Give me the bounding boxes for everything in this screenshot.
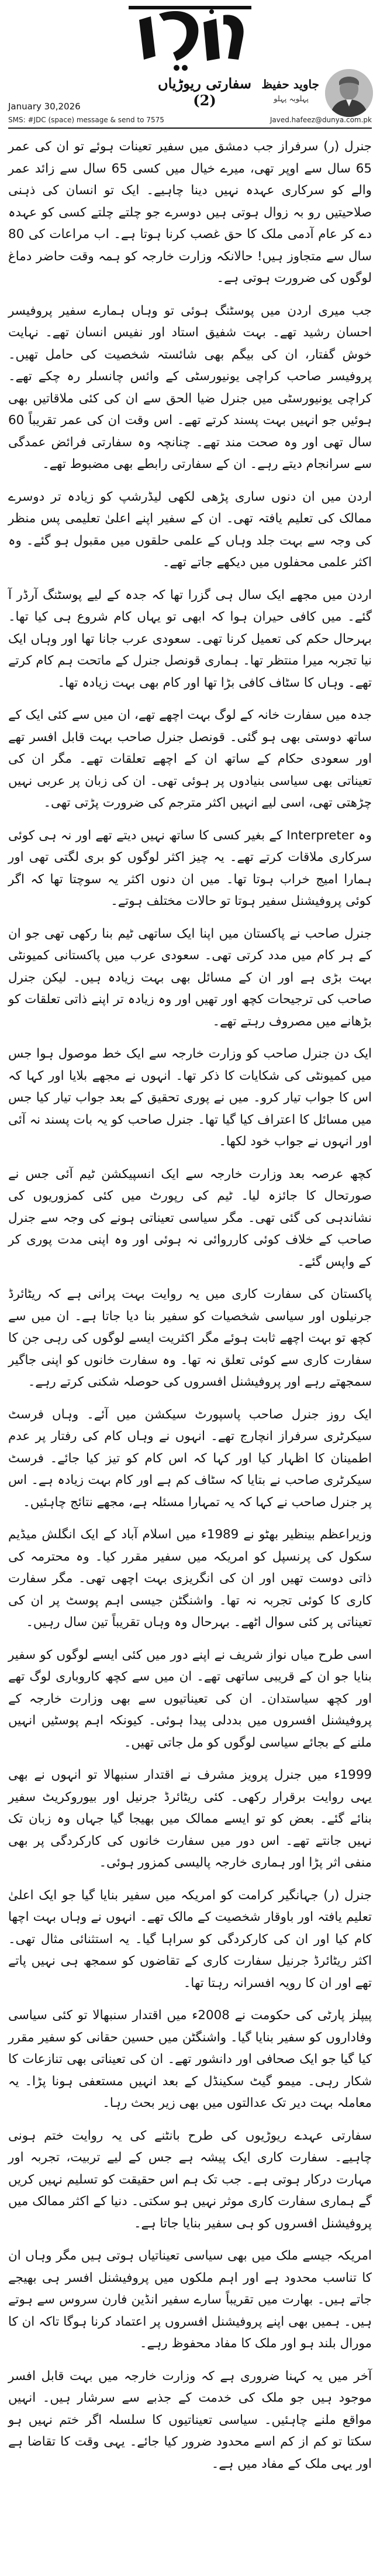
author-column-tag: پہلوبہ پہلو	[274, 95, 309, 104]
author-photo	[325, 69, 373, 117]
article-paragraph: جدہ میں سفارت خانہ کے لوگ بہت اچھے تھے، ان میں سے کئی ایک کے ساتھ دوستی بھی ہو گئی۔ قونصل جنرل صاحب بہت قابل افسر تھے اور سعودی حکام کے ساتھ ان کے اچھے تعلقات تھے۔ مگر ان کی تعیناتی بھی سیاسی بنیادوں پر ہوئی تھی۔ ان کی زبان پر عربی نہیں چڑھتی تھی، اسی لیے انہیں اکثر مترجم کی ضرورت پڑتی تھی۔	[8, 708, 372, 810]
article-paragraph: 1999ء میں جنرل پرویز مشرف نے اقتدار سنبھالا تو انہوں نے بھی یہی روایت برقرار رکھی۔ کئی ریٹائرڈ جرنیل اور بیوروکریٹ سفیر بنائے گئے۔ بعض کو تو ایسے ممالک میں بھیجا گیا جہاں وہ زبان تک نہیں جانتے تھے۔ اس دور میں سفارت خانوں کی کارکردگی پر بھی منفی اثر پڑا اور ہماری خارجہ پالیسی کمزور ہوئی۔	[8, 1768, 372, 1870]
article-paragraph: وزیراعظم بینظیر بھٹو نے 1989ء میں اسلام آباد کے ایک انگلش میڈیم سکول کی پرنسپل کو امریکہ میں سفیر مقرر کیا۔ وہ محترمہ کی ذاتی دوست تھیں اور ان کی انگریزی بہت اچھی تھی۔ مگر سفارت کاری کا کوئی تجربہ نہ تھا۔ واشنگٹن جیسی اہم پوسٹ پر ان کی تعیناتی پر کئی سوال اٹھے۔ بہرحال وہ وہاں تقریباً تین سال رہیں۔	[8, 1527, 372, 1630]
article-paragraph: ایک روز جنرل صاحب پاسپورٹ سیکشن میں آئے۔ وہاں فرسٹ سیکرٹری سرفراز انچارج تھے۔ انہوں نے وہاں کام کی رفتار پر عدم اطمینان کا اظہار کیا اور کہا کہ اس کام کو تیز کیا جائے۔ فرسٹ سیکرٹری صاحب نے بتایا کہ سٹاف کم ہے اور کام بہت زیادہ ہے۔ اس پر جنرل صاحب نے کہا کہ یہ تمہارا مسئلہ ہے، مجھے نتائج چاہئیں۔	[8, 1407, 372, 1510]
masthead	[0, 0, 380, 128]
newspaper-logo	[123, 2, 257, 75]
author-email[interactable]: Javed.hafeez@dunya.com.pk	[270, 116, 372, 124]
sms-instructions: SMS: #JDC (space) message & send to 7575	[8, 116, 164, 124]
column-title: سفارتی ریوڑیاں (2)	[157, 75, 252, 109]
article-paragraph: جنرل (ر) جہانگیر کرامت کو امریکہ میں سفیر بنایا گیا جو ایک اعلیٰ تعلیم یافتہ اور باوقار شخصیت کے مالک تھے۔ انہوں نے وہاں بہت اچھا کام کیا اور ان کی کارکردگی کو سراہا گیا۔ یہ استثنائی مثال تھی۔ اکثر ریٹائرڈ جرنیل سفارت کاری کے تقاضوں کو سمجھ ہی نہیں پاتے تھے اور ان کا رویہ افسرانہ رہتا تھا۔	[8, 1888, 372, 1990]
article-paragraph: کچھ عرصہ بعد وزارت خارجہ سے ایک انسپیکشن ٹیم آئی جس نے صورتحال کا جائزہ لیا۔ ٹیم کی رپورٹ میں کئی کمزوریوں کی نشاندہی کی گئی تھی۔ مگر سیاسی تعیناتی ہونے کی وجہ سے جنرل صاحب کے خلاف کوئی کارروائی نہ ہوئی اور وہ اپنی مدت پوری کر کے واپس گئے۔	[8, 1166, 372, 1269]
author-avatar-icon	[325, 69, 373, 117]
article-paragraph: پاکستان کی سفارت کاری میں یہ روایت بہت پرانی ہے کہ ریٹائرڈ جرنیلوں اور سیاسی شخصیات کو سفیر بنا دیا جاتا ہے۔ ان میں سے کچھ تو بہت اچھے ثابت ہوئے مگر اکثریت ایسے لوگوں کی رہی جن کا سفارت کاری سے کوئی تعلق نہ تھا۔ وہ سفارت خانوں کو اپنی جاگیر سمجھتے رہے اور پروفیشنل افسروں کی حوصلہ شکنی کرتے رہے۔	[8, 1287, 372, 1389]
article-paragraph: ایک دن جنرل صاحب کو وزارت خارجہ سے ایک خط موصول ہوا جس میں کمیونٹی کی شکایات کا ذکر تھا۔ انہوں نے مجھے بلایا اور کہا کہ اس کا جواب تیار کرو۔ میں نے پوری تحقیق کے بعد جواب تیار کیا جس میں مسائل کا اعتراف کیا گیا تھا۔ جنرل صاحب کو یہ بات پسند نہ آئی اور انہوں نے جواب خود لکھا۔	[8, 1046, 372, 1149]
article-paragraph: امریکہ جیسے ملک میں بھی سیاسی تعیناتیاں ہوتی ہیں مگر وہاں ان کا تناسب محدود ہے اور اہم ملکوں میں پروفیشنل افسر ہی بھیجے جاتے ہیں۔ بھارت میں تقریباً سارے سفیر انڈین فارن سروس سے ہوتے ہیں۔ ہمیں بھی اپنے پروفیشنل افسروں پر اعتماد کرنا ہوگا تاکہ ان کا مورال بلند ہو اور ملک کا مفاد محفوظ رہے۔	[8, 2248, 372, 2351]
article-paragraph: جب میری اردن میں پوسٹنگ ہوئی تو وہاں ہمارے سفیر پروفیسر احسان رشید تھے۔ بہت شفیق استاد اور نفیس انسان تھے۔ نہایت خوش گفتار، ان کی بیگم بھی شائستہ شخصیت کی حامل تھیں۔ پروفیسر صاحب کراچی یونیورسٹی کے وائس چانسلر رہ چکے تھے۔ کراچی یونیورسٹی میں جنرل ضیا الحق سے ان کی کئی ملاقاتیں بھی ہوئیں جو انہیں بہت پسند کرتے تھے۔ اس وقت ان کی عمر تقریباً 60 سال تھی اور وہ صحت مند تھے۔ چنانچہ وہ سفارتی فرائض عمدگی سے سرانجام دیتے رہے۔ ان کے سفارتی رابطے بھی مضبوط تھے۔	[8, 303, 372, 471]
article-paragraph: اسی طرح میاں نواز شریف نے اپنے دور میں کئی ایسے لوگوں کو سفیر بنایا جو ان کے قریبی ساتھی تھے۔ ان میں سے کچھ کاروباری لوگ تھے اور کچھ سیاستدان۔ ان کی تعیناتیوں سے بھی وزارت خارجہ کے پروفیشنل افسروں میں بددلی پیدا ہوئی۔ کیونکہ اہم پوسٹیں انہیں ملنے کے بجائے سیاسی لوگوں کو مل جاتی تھیں۔	[8, 1647, 372, 1750]
author-name: جاوید حفیظ	[261, 77, 319, 91]
article-paragraph: اردن میں ان دنوں ساری پڑھی لکھی لیڈرشپ کو زیادہ تر دوسرے ممالک کی تعلیم یافتہ تھی۔ ان کے سفیر اپنے اعلیٰ تعلیمی پس منظر کی وجہ سے بہت جلد وہاں کے علمی حلقوں میں مقبول ہو گئے۔ وہ اکثر علمی محفلوں میں دیکھے جاتے تھے۔	[8, 489, 372, 570]
newspaper-logo-graphic	[123, 2, 257, 75]
article-paragraph: اردن میں مجھے ایک سال ہی گزرا تھا کہ جدہ کے لیے پوسٹنگ آرڈر آ گئے۔ میں کافی حیران ہوا کہ ابھی تو یہاں کام شروع ہی کیا تھا۔ بہرحال حکم کی تعمیل کرنا تھی۔ سعودی عرب جانا تھا اور وہاں ایک نیا تجربہ میرا منتظر تھا۔ ہماری قونصل جنرل کے ماتحت ہم کام کرتے تھے۔ وہاں کا سٹاف کافی بڑا تھا اور کام بھی بہت زیادہ تھا۔	[8, 587, 372, 690]
article-paragraph: سفارتی عہدے ریوڑیوں کی طرح بانٹنے کی یہ روایت ختم ہونی چاہیے۔ سفارت کاری ایک پیشہ ہے جس کے لیے تربیت، تجربہ اور مہارت درکار ہوتی ہے۔ جب تک ہم اس حقیقت کو تسلیم نہیں کریں گے ہماری سفارت کاری موثر نہیں ہو سکتی۔ دنیا کے اکثر ممالک میں پروفیشنل افسروں کو ہی سفیر بنایا جاتا ہے۔	[8, 2128, 372, 2231]
article-paragraph: جنرل (ر) سرفراز جب دمشق میں سفیر تعینات ہوئے تو ان کی عمر 65 سال سے اوپر تھی، میرے خیال میں کسی 65 سال سے زائد عمر والے کو سرکاری عہدہ نہیں دینا چاہیے۔ ایک تو انسان کی ذہنی صلاحیتیں رو بہ زوال ہوتی ہیں دوسرے جو چلتے چلتے کسی کو عہدہ دے کر عام آدمی ملک کا حق غصب کرنا ہوتا ہے۔ اب مراعات کی 80 سال سے متجاوز ہیں! حالانکہ وزارت خارجہ کو ہمہ وقت حاضر دماغ لوگوں کی ضرورت ہوتی ہے۔	[8, 139, 372, 285]
article-paragraph: وہ Interpreter کے بغیر کسی کا ساتھ نہیں دیتے تھے اور نہ ہی کوئی سرکاری ملاقات کرتے تھے۔ یہ چیز اکثر لوگوں کو بری لگتی تھی اور ہمارا امیج خراب ہوتا تھا۔ میں ان دنوں اکثر یہ سوچتا تھا کہ اگر کوئی پروفیشنل سفیر ہوتا تو حالات مختلف ہوتے۔	[8, 828, 372, 908]
article-paragraph: آخر میں یہ کہنا ضروری ہے کہ وزارت خارجہ میں بہت قابل افسر موجود ہیں جو ملک کی خدمت کے جذبے سے سرشار ہیں۔ انہیں مواقع ملنے چاہئیں۔ سیاسی تعیناتیوں کا سلسلہ اگر ختم نہیں ہو سکتا تو کم از کم اسے محدود ضرور کیا جائے۔ یہی وقت کا تقاضا ہے اور یہی ملک کے مفاد میں ہے۔	[8, 2368, 372, 2471]
author-block	[250, 69, 373, 113]
article-paragraph: جنرل صاحب نے پاکستان میں اپنا ایک ساتھی ٹیم بنا رکھی تھی جو ان کے ہر کام میں مدد کرتی تھی۔ سعودی عرب میں پاکستانی کمیونٹی بہت بڑی ہے اور ان کے مسائل بھی بہت زیادہ ہیں۔ لیکن جنرل صاحب کی ترجیحات کچھ اور تھیں اور وہ زیادہ تر اپنے ذاتی تعلقات کو بڑھانے میں مصروف رہتے تھے۔	[8, 926, 372, 1029]
publish-date: January 30,2026	[8, 101, 81, 112]
header-divider	[8, 128, 372, 129]
article-paragraph: پیپلز پارٹی کی حکومت نے 2008ء میں اقتدار سنبھالا تو کئی سیاسی وفاداروں کو سفیر بنایا گیا۔ واشنگٹن میں حسین حقانی کو سفیر مقرر کیا گیا جو ایک صحافی اور دانشور تھے۔ ان کی تعیناتی بھی تنازعات کا شکار رہی۔ میمو گیٹ سکینڈل کے بعد انہیں مستعفی ہونا پڑا۔ یہ معاملہ بہت دیر تک عدالتوں میں بھی زیر بحث رہا۔	[8, 2008, 372, 2110]
article-body	[8, 136, 372, 2485]
